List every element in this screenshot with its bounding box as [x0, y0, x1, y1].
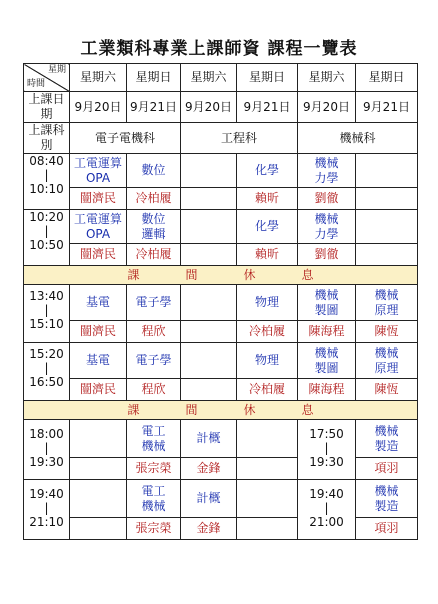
time-separator: | — [44, 303, 49, 317]
date-cell: 9月20日 — [181, 92, 237, 123]
dept-mech: 機械科 — [298, 123, 418, 154]
date-label: 上課日期 — [24, 92, 70, 123]
course-line: 機械 — [141, 498, 166, 513]
break-char: 息 — [301, 267, 314, 282]
time-slot — [24, 285, 70, 343]
course-line: 機械 — [314, 155, 339, 170]
course-line: 機械 — [374, 287, 399, 302]
teacher-cell: 金鋒 — [181, 458, 237, 480]
break-char: 休 — [243, 402, 256, 417]
teacher-cell: 陳海程 — [298, 321, 356, 343]
teacher-cell: 程欣 — [127, 321, 181, 343]
break-banner — [24, 266, 418, 285]
course-cell: 基電 — [70, 343, 127, 379]
course-line: 力學 — [314, 226, 339, 241]
course-line: 電工 — [141, 423, 166, 438]
date-row — [24, 92, 418, 123]
teacher-cell: 賴昕 — [237, 244, 298, 266]
day-header: 星期六 — [181, 64, 237, 92]
course-cell — [356, 480, 418, 518]
empty-cell — [237, 518, 298, 540]
course-line: 機械 — [374, 483, 399, 498]
end-time: 15:10 — [29, 317, 64, 331]
end-time: 16:50 — [29, 375, 64, 389]
break-char: 課 — [127, 402, 140, 417]
time-slot — [24, 420, 70, 480]
course-line: 製圖 — [314, 302, 339, 317]
block3-p1-teacher-row — [24, 458, 418, 480]
course-cell: 物理 — [237, 343, 298, 379]
course-line: 力學 — [314, 170, 339, 185]
course-line: 原理 — [374, 360, 399, 375]
course-line: 機械 — [141, 438, 166, 453]
time-slot — [24, 343, 70, 401]
block1-p1-course-row — [24, 154, 418, 188]
teacher-cell: 闓濟民 — [70, 188, 127, 210]
break-row — [24, 266, 418, 285]
teacher-cell: 冷柏履 — [127, 244, 181, 266]
dept-eng: 工程科 — [181, 123, 298, 154]
teacher-cell: 陳海程 — [298, 379, 356, 401]
empty-cell — [181, 244, 237, 266]
teacher-cell: 冷柏履 — [237, 379, 298, 401]
day-header: 星期日 — [127, 64, 181, 92]
break-banner — [24, 401, 418, 420]
block1-p1-teacher-row — [24, 188, 418, 210]
empty-cell — [356, 154, 418, 188]
course-cell: 物理 — [237, 285, 298, 321]
empty-cell — [70, 420, 127, 458]
start-time: 18:00 — [29, 427, 64, 441]
break-row — [24, 401, 418, 420]
empty-cell — [181, 188, 237, 210]
empty-cell — [181, 321, 237, 343]
course-cell — [298, 285, 356, 321]
time-separator: | — [324, 501, 329, 515]
course-line: OPA — [85, 226, 111, 241]
empty-cell — [181, 379, 237, 401]
date-cell: 9月21日 — [127, 92, 181, 123]
course-line: 原理 — [374, 302, 399, 317]
block3-p2-teacher-row — [24, 518, 418, 540]
break-char: 息 — [301, 402, 314, 417]
course-line: 製造 — [374, 498, 399, 513]
block1-p2-teacher-row — [24, 244, 418, 266]
start-time: 19:40 — [309, 487, 344, 501]
empty-cell — [356, 188, 418, 210]
time-separator: | — [324, 441, 329, 455]
course-line: 製造 — [374, 438, 399, 453]
teacher-cell: 陳恆 — [356, 321, 418, 343]
course-line: 機械 — [374, 345, 399, 360]
day-header-row — [24, 64, 418, 92]
time-separator: | — [44, 441, 49, 455]
teacher-cell: 闓濟民 — [70, 321, 127, 343]
course-line: 製圖 — [314, 360, 339, 375]
empty-cell — [181, 343, 237, 379]
course-cell — [70, 154, 127, 188]
empty-cell — [181, 154, 237, 188]
course-cell: 化學 — [237, 154, 298, 188]
date-cell: 9月20日 — [70, 92, 127, 123]
start-time: 17:50 — [309, 427, 344, 441]
course-line: OPA — [85, 170, 111, 185]
teacher-cell: 闓濟民 — [70, 244, 127, 266]
teacher-cell: 冷柏履 — [237, 321, 298, 343]
break-char: 間 — [185, 267, 198, 282]
start-time: 08:40 — [29, 154, 64, 168]
end-time: 21:10 — [29, 515, 64, 529]
time-slot — [298, 420, 356, 480]
course-cell — [356, 420, 418, 458]
teacher-cell: 張宗榮 — [127, 458, 181, 480]
block1-p2-course-row — [24, 210, 418, 244]
corner-time-label: 時間 — [27, 79, 46, 89]
course-cell — [298, 154, 356, 188]
time-separator: | — [44, 361, 49, 375]
empty-cell — [237, 458, 298, 480]
empty-cell — [237, 420, 298, 458]
course-cell: 計概 — [181, 420, 237, 458]
teacher-cell: 項羽 — [356, 518, 418, 540]
time-slot — [24, 154, 70, 210]
teacher-cell: 項羽 — [356, 458, 418, 480]
time-slot — [24, 480, 70, 540]
empty-cell — [356, 244, 418, 266]
document-title: 工業類科專業上課師資 課程一覽表 — [80, 39, 358, 59]
time-slot — [298, 480, 356, 540]
end-time: 21:00 — [309, 515, 344, 529]
corner-day-label: 星期 — [47, 65, 66, 75]
teacher-cell: 陳恆 — [356, 379, 418, 401]
course-cell — [127, 210, 181, 244]
date-cell: 9月21日 — [356, 92, 418, 123]
teacher-cell: 賴昕 — [237, 188, 298, 210]
end-time: 10:50 — [29, 238, 64, 252]
date-cell: 9月21日 — [237, 92, 298, 123]
day-header: 星期日 — [356, 64, 418, 92]
empty-cell — [356, 210, 418, 244]
course-cell — [298, 210, 356, 244]
teacher-cell: 冷柏履 — [127, 188, 181, 210]
course-line: 工電運算 — [73, 155, 122, 170]
course-line: 數位 — [141, 211, 166, 226]
course-line: 機械 — [314, 211, 339, 226]
break-char: 間 — [185, 402, 198, 417]
dept-label: 上課科別 — [24, 123, 70, 154]
course-line: 電工 — [141, 483, 166, 498]
time-separator: | — [44, 168, 49, 182]
end-time: 19:30 — [309, 455, 344, 469]
break-char: 休 — [243, 267, 256, 282]
start-time: 10:20 — [29, 210, 64, 224]
block3-p1-course-row — [24, 420, 418, 458]
empty-cell — [181, 285, 237, 321]
date-cell: 9月20日 — [298, 92, 356, 123]
end-time: 19:30 — [29, 455, 64, 469]
course-line: 邏輯 — [141, 226, 166, 241]
course-cell — [127, 480, 181, 518]
empty-cell — [70, 458, 127, 480]
start-time: 15:20 — [29, 347, 64, 361]
block2-p2-course-row — [24, 343, 418, 379]
time-slot — [24, 210, 70, 266]
block2-p1-course-row — [24, 285, 418, 321]
block2-p1-teacher-row — [24, 321, 418, 343]
teacher-cell: 劉徹 — [298, 244, 356, 266]
time-separator: | — [44, 501, 49, 515]
start-time: 13:40 — [29, 289, 64, 303]
course-cell: 計概 — [181, 480, 237, 518]
teacher-cell: 金鋒 — [181, 518, 237, 540]
block2-p2-teacher-row — [24, 379, 418, 401]
end-time: 10:10 — [29, 182, 64, 196]
course-cell — [298, 343, 356, 379]
start-time: 19:40 — [29, 487, 64, 501]
course-cell: 電子學 — [127, 285, 181, 321]
course-cell: 化學 — [237, 210, 298, 244]
block3-p2-course-row — [24, 480, 418, 518]
course-cell: 基電 — [70, 285, 127, 321]
corner-cell — [24, 64, 70, 92]
empty-cell — [70, 480, 127, 518]
teacher-cell: 張宗榮 — [127, 518, 181, 540]
teacher-cell: 劉徹 — [298, 188, 356, 210]
schedule-table — [23, 63, 418, 540]
course-cell: 數位 — [127, 154, 181, 188]
course-cell: 電子學 — [127, 343, 181, 379]
empty-cell — [70, 518, 127, 540]
break-char: 課 — [127, 267, 140, 282]
teacher-cell: 闓濟民 — [70, 379, 127, 401]
empty-cell — [181, 210, 237, 244]
course-line: 工電運算 — [73, 211, 122, 226]
day-header: 星期六 — [298, 64, 356, 92]
course-cell — [356, 343, 418, 379]
course-line: 機械 — [314, 345, 339, 360]
teacher-cell: 程欣 — [127, 379, 181, 401]
empty-cell — [237, 480, 298, 518]
course-line: 機械 — [314, 287, 339, 302]
day-header: 星期日 — [237, 64, 298, 92]
time-separator: | — [44, 224, 49, 238]
course-cell — [70, 210, 127, 244]
dept-row — [24, 123, 418, 154]
course-cell — [356, 285, 418, 321]
dept-ee: 電子電機科 — [70, 123, 181, 154]
course-line: 機械 — [374, 423, 399, 438]
day-header: 星期六 — [70, 64, 127, 92]
course-cell — [127, 420, 181, 458]
